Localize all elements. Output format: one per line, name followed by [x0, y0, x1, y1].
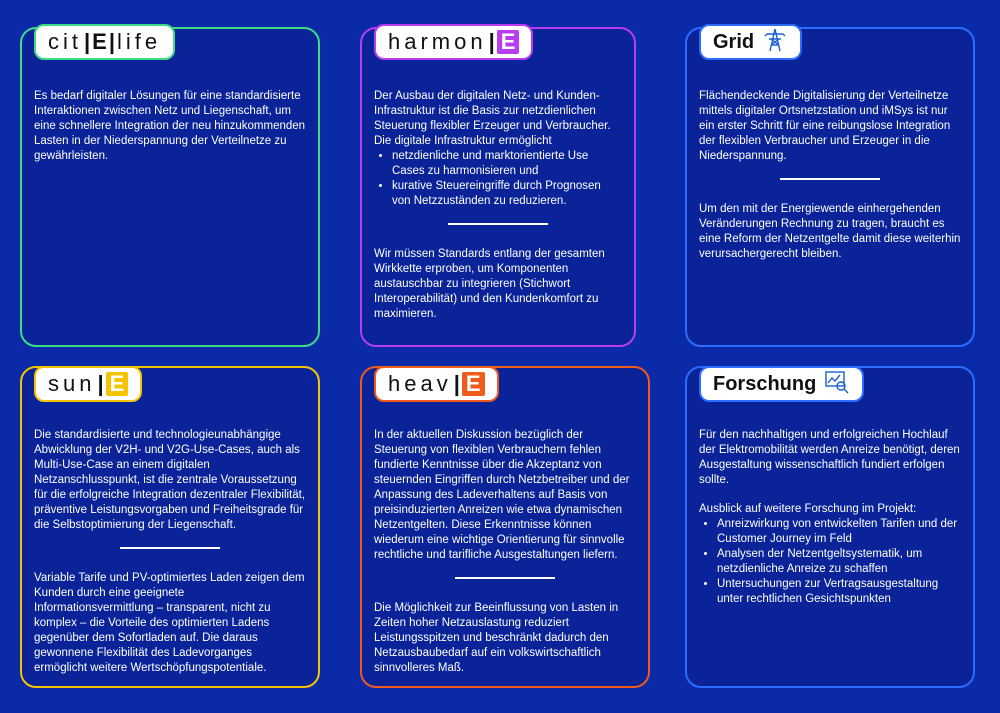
- list-item: • Untersuchungen zur Vertragsausgestaltung unter rechtlichen Gesichtspunkten: [717, 577, 961, 607]
- list-item: • Anreizwirkung von entwickelten Tarifen und der Customer Journey im Feld: [717, 517, 961, 547]
- citylife-text: Es bedarf digitaler Lösungen für eine standardisierte Interaktionen zwischen Netz und Liegenschaft, um eine schnellere Integration der neu hinzukommenden Lasten in der Niederspannung der Verteilnetze zu gewährleisten.: [34, 90, 306, 162]
- card-sune: [20, 366, 320, 688]
- card-forschung: [685, 366, 975, 688]
- heave-text2: Die Möglichkeit zur Beeinflussung von Lasten in Zeiten hoher Netzauslastung reduziert Leistungsspitzen und beschränkt dadurch den Netzausbaubedarf auf ein volkswirtschaftlich sinnvolleres Maß.: [374, 602, 619, 674]
- list-item: • netzdienliche und marktorientierte Use Cases zu harmonisieren und: [392, 149, 622, 179]
- divider: [448, 223, 548, 225]
- divider: [455, 577, 555, 579]
- card-heave: [360, 366, 650, 688]
- harmonie-text2: Wir müssen Standards entlang der gesamten Wirkkette erproben, um Komponenten austauschbar zu integrieren (Stichwort Interoperabilität) und den Kundenkomfort zu maximieren.: [374, 248, 605, 320]
- forschung-title: Forschung: [713, 372, 817, 395]
- harmonie-bullets: [374, 149, 622, 209]
- card-citylife: [20, 27, 320, 347]
- sune-text1: Die standardisierte und technologieunabhängige Abwicklung der V2H- und V2G-Use-Cases, auch als Multi-Use-Case an einem digitalen Netzanschlusspunkt, ist die zentrale Voraussetzung für die erfolgreiche Integration dezentraler Flexibilität, präventive Leistungsvorgaben und Freiheitsgrade für die Selbstoptimierung der Liegenschaft.: [34, 429, 306, 531]
- research-chart-icon: [824, 369, 850, 400]
- forschung-intro2: Ausblick auf weitere Forschung im Projekt:: [699, 503, 917, 515]
- grid-text1: Flächendeckende Digitalisierung der Verteilnetze mittels digitaler Ortsnetzstation und iMSys ist nur ein erster Schritt für eine reibungslose Integration der flexiblen Verbraucher und Erzeuger in die Niederspannung.: [699, 90, 951, 162]
- heave-text1: In der aktuellen Diskussion bezüglich der Steuerung von flexiblen Verbrauchern fehlen fundierte Kenntnisse über die Akzeptanz von steuernden Eingriffen durch Netzbetreiber und der Anpassung des Ladeverhaltens auf Basis von preisinduzierten Anreizen wie etwa dynamischen Netzentgelten. Diese Erkenntnisse können wiederum eine wichtige Orientierung für sinnvolle rechtliche und tarifliche Ausgestaltungen liefern.: [374, 429, 630, 561]
- power-pylon-icon: [762, 27, 788, 58]
- grid-text2: Um den mit der Energiewende einhergehenden Veränderungen Rechnung zu tragen, braucht es eine Reform der Netzentgelte damit diese weiterhin verursachergerecht bleiben.: [699, 203, 961, 260]
- forschung-bullets: [699, 517, 961, 607]
- title-badge-grid: [699, 24, 802, 60]
- title-badge-forschung: [699, 366, 864, 402]
- grid-title: Grid: [713, 30, 755, 53]
- divider: [120, 547, 220, 549]
- forschung-text1: Für den nachhaltigen und erfolgreichen Hochlauf der Elektromobilität werden Anreize benötigt, deren Ausgestaltung wissenschaftlich fundiert erfolgen sollte.: [699, 429, 960, 486]
- brand-logo-heave: heav| E: [374, 366, 499, 402]
- harmonie-intro: Der Ausbau der digitalen Netz- und Kunden-Infrastruktur ist die Basis zur netzdienlichen Steuerung flexibler Erzeuger und Verbraucher. Die digitale Infrastruktur ermöglicht: [374, 90, 611, 147]
- list-item: • Analysen der Netzentgeltsystematik, um netzdienliche Anreize zu schaffen: [717, 547, 961, 577]
- brand-logo-citylife: cit|E|life: [34, 24, 175, 60]
- card-grid: [685, 27, 975, 347]
- brand-logo-sune: sun| E: [34, 366, 142, 402]
- list-item: • kurative Steuereingriffe durch Prognosen von Netzzuständen zu reduzieren.: [392, 179, 622, 209]
- brand-logo-harmonie: harmon| E: [374, 24, 533, 60]
- sune-text2: Variable Tarife und PV-optimiertes Laden zeigen dem Kunden durch eine geeignete Informationsvermittlung – transparent, nicht zu komplex – die Vorteile des optimierten Ladens gegenüber dem Sofortladen auf. Die daraus gewonnene Flexibilität des Ladevorganges ermöglicht weitere Wertschöpfungspotentiale.: [34, 572, 305, 674]
- card-harmonie: [360, 27, 636, 347]
- divider: [780, 178, 880, 180]
